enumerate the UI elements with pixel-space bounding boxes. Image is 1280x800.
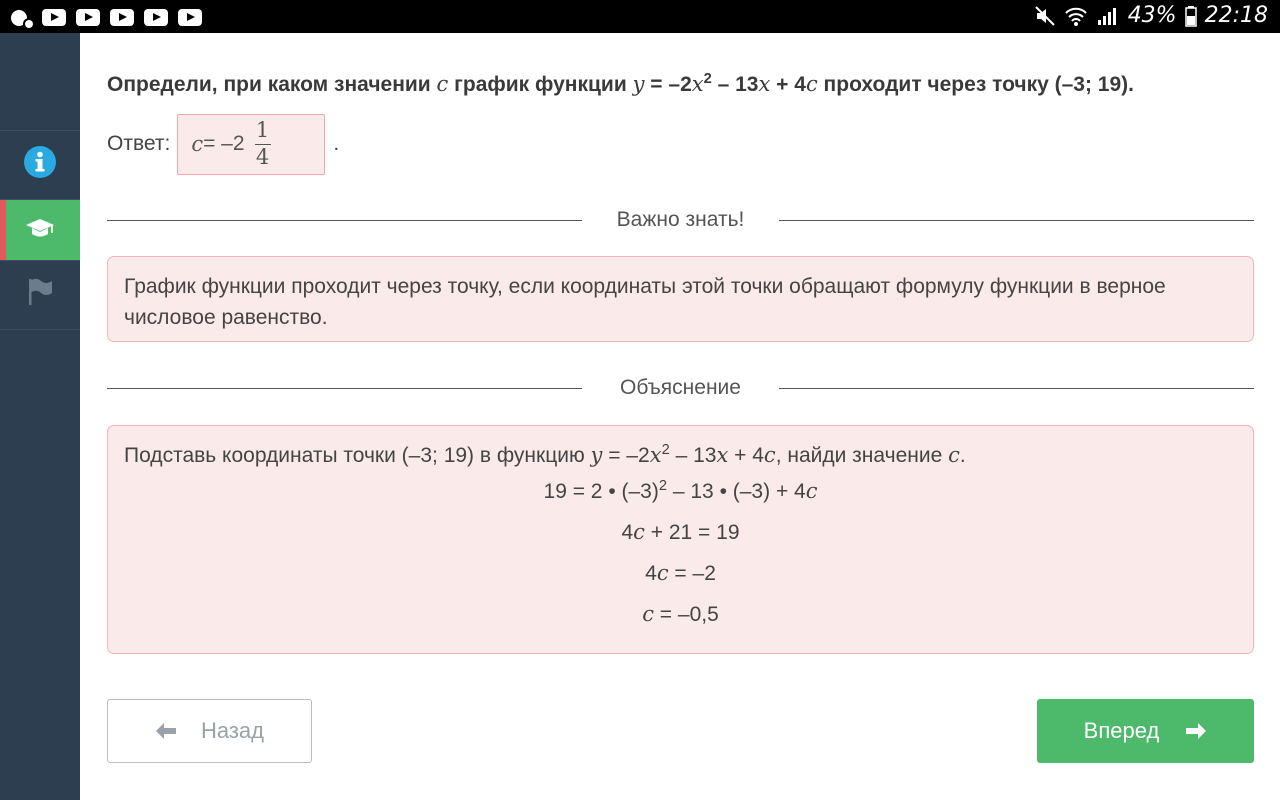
explanation-divider xyxy=(107,376,1254,400)
mute-icon xyxy=(1034,5,1056,27)
next-button[interactable]: Вперед xyxy=(1037,699,1254,763)
answer-input[interactable]: c = –2 $\frac{1}{4}$ xyxy=(177,114,325,175)
important-note: График функции проходит через точку, если координаты этой точки обращают формулу функции в верное числовое равенство. xyxy=(107,256,1254,342)
question-text: Определи, при каком значении c график функции $y = -2x^2 - 13x + 4c$ проходит через точку (–3; 19). xyxy=(107,70,1134,96)
back-button[interactable]: Назад xyxy=(107,699,312,763)
battery-percent: 43% xyxy=(1127,3,1177,28)
flag-icon xyxy=(26,276,54,310)
sidebar-divider xyxy=(0,260,80,261)
status-bar xyxy=(0,0,1280,33)
arrow-left-icon xyxy=(155,722,177,740)
sidebar-divider xyxy=(0,329,80,330)
youtube-notification-icon xyxy=(178,9,202,26)
arrow-right-icon xyxy=(1185,722,1207,740)
sidebar-item-theory[interactable] xyxy=(0,200,80,260)
important-title: Важно знать! xyxy=(616,208,745,231)
answer-label: Ответ: xyxy=(107,132,171,155)
youtube-notification-icon xyxy=(42,9,66,26)
equation-step-2: 4c + 21 = 19 xyxy=(621,520,740,544)
graduation-cap-icon xyxy=(25,216,55,244)
sidebar-divider xyxy=(0,130,80,131)
answer-fraction: $\frac{1}{4}$ xyxy=(255,118,270,169)
explanation-intro: Подставь координаты точки (–3; 19) в функцию $y = -2x^2 - 13x + 4c$, найди значение c. xyxy=(124,441,966,467)
wifi-icon xyxy=(1064,5,1088,27)
equation-step-1: 19 = 2 • $(-3)^2 - 13$ • (–3) + 4c xyxy=(543,477,818,503)
clock: 22:18 xyxy=(1204,3,1268,28)
youtube-notification-icon xyxy=(110,9,134,26)
sidebar-item-flag[interactable] xyxy=(0,263,80,323)
answer-row: Ответ: c = –2 $\frac{1}{4}$ . xyxy=(107,113,339,175)
equation-step-4: c = –0,5 xyxy=(642,602,719,626)
sidebar-item-info[interactable] xyxy=(0,134,80,194)
explanation-title: Объяснение xyxy=(620,376,741,399)
signal-icon xyxy=(1096,5,1120,27)
explanation-card xyxy=(107,425,1254,654)
youtube-notification-icon xyxy=(144,9,168,26)
equation-step-3: 4c = –2 xyxy=(645,561,716,585)
youtube-notification-icon xyxy=(76,9,100,26)
sidebar xyxy=(0,33,80,800)
battery-icon xyxy=(1185,5,1197,27)
info-icon xyxy=(23,145,57,183)
app-notification-icon xyxy=(10,7,32,27)
important-divider xyxy=(107,208,1254,232)
